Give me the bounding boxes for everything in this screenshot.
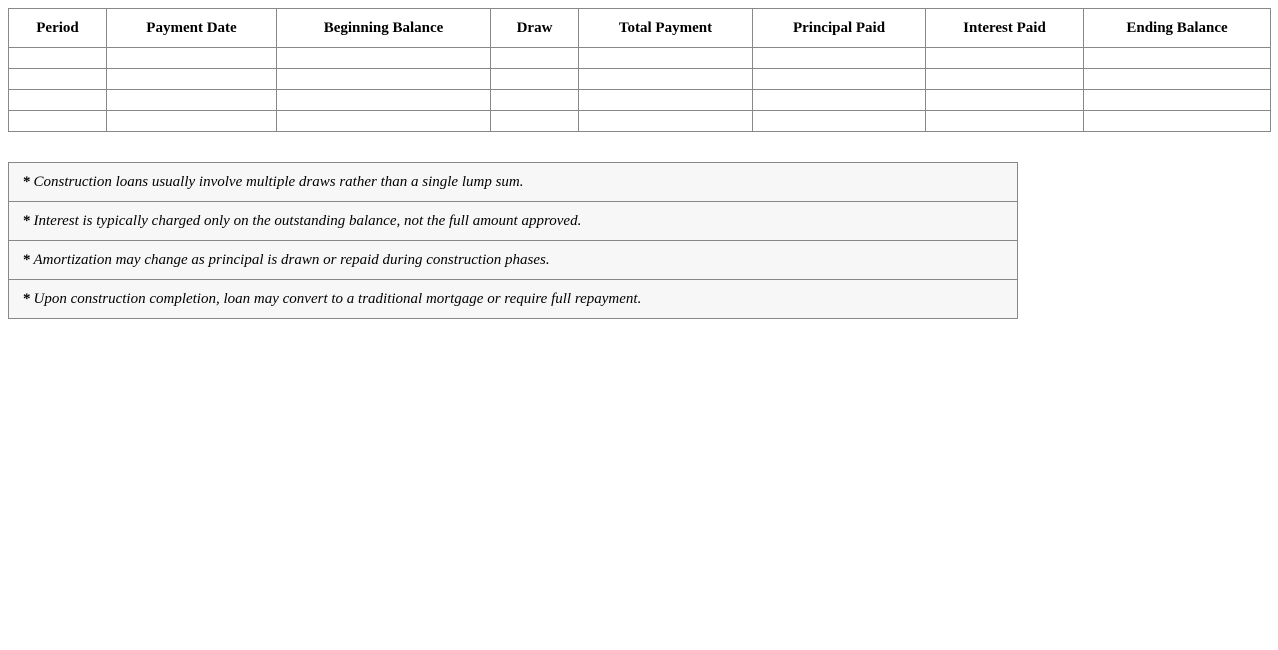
table-cell (277, 48, 491, 69)
table-cell (491, 111, 579, 132)
bullet: * (23, 173, 31, 190)
header-draw: Draw (491, 9, 579, 48)
table-cell (277, 69, 491, 90)
table-row (9, 90, 1271, 111)
table-cell (1084, 48, 1271, 69)
table-cell (9, 48, 107, 69)
header-beginning-balance: Beginning Balance (277, 9, 491, 48)
table-cell (107, 69, 277, 90)
table-cell (579, 69, 753, 90)
bullet: * (23, 290, 31, 307)
table-cell (753, 48, 926, 69)
table-cell (107, 48, 277, 69)
header-ending-balance: Ending Balance (1084, 9, 1271, 48)
bullet: * (23, 251, 31, 268)
table-row (9, 69, 1271, 90)
header-interest-paid: Interest Paid (926, 9, 1084, 48)
table-row (9, 48, 1271, 69)
header-principal-paid: Principal Paid (753, 9, 926, 48)
note-text: Upon construction completion, loan may convert to a traditional mortgage or require full repayment. (33, 290, 642, 307)
note-text: Interest is typically charged only on the outstanding balance, not the full amount approved. (33, 212, 582, 229)
table-cell (9, 69, 107, 90)
table-cell (1084, 69, 1271, 90)
table-cell (491, 90, 579, 111)
header-total-payment: Total Payment (579, 9, 753, 48)
table-cell (753, 69, 926, 90)
table-cell (579, 90, 753, 111)
table-row (9, 111, 1271, 132)
table-cell (491, 69, 579, 90)
bullet: * (23, 212, 31, 229)
table-cell (753, 90, 926, 111)
table-cell (277, 90, 491, 111)
note-item (9, 202, 1017, 241)
table-cell (579, 111, 753, 132)
table-cell (926, 111, 1084, 132)
header-period: Period (9, 9, 107, 48)
table-cell (1084, 111, 1271, 132)
table-cell (1084, 90, 1271, 111)
header-row (9, 9, 1271, 48)
table-cell (926, 90, 1084, 111)
amortization-table (8, 8, 1271, 132)
notes-box (8, 162, 1018, 319)
table-cell (277, 111, 491, 132)
note-text: Construction loans usually involve multiple draws rather than a single lump sum. (33, 173, 524, 190)
table-cell (107, 90, 277, 111)
note-text: Amortization may change as principal is drawn or repaid during construction phases. (33, 251, 550, 268)
note-item (9, 241, 1017, 280)
table-cell (491, 48, 579, 69)
table-cell (926, 48, 1084, 69)
table-cell (9, 90, 107, 111)
table-cell (107, 111, 277, 132)
note-item (9, 280, 1017, 319)
table-cell (579, 48, 753, 69)
note-item (9, 163, 1017, 202)
table-cell (9, 111, 107, 132)
table-cell (926, 69, 1084, 90)
header-payment-date: Payment Date (107, 9, 277, 48)
table-cell (753, 111, 926, 132)
